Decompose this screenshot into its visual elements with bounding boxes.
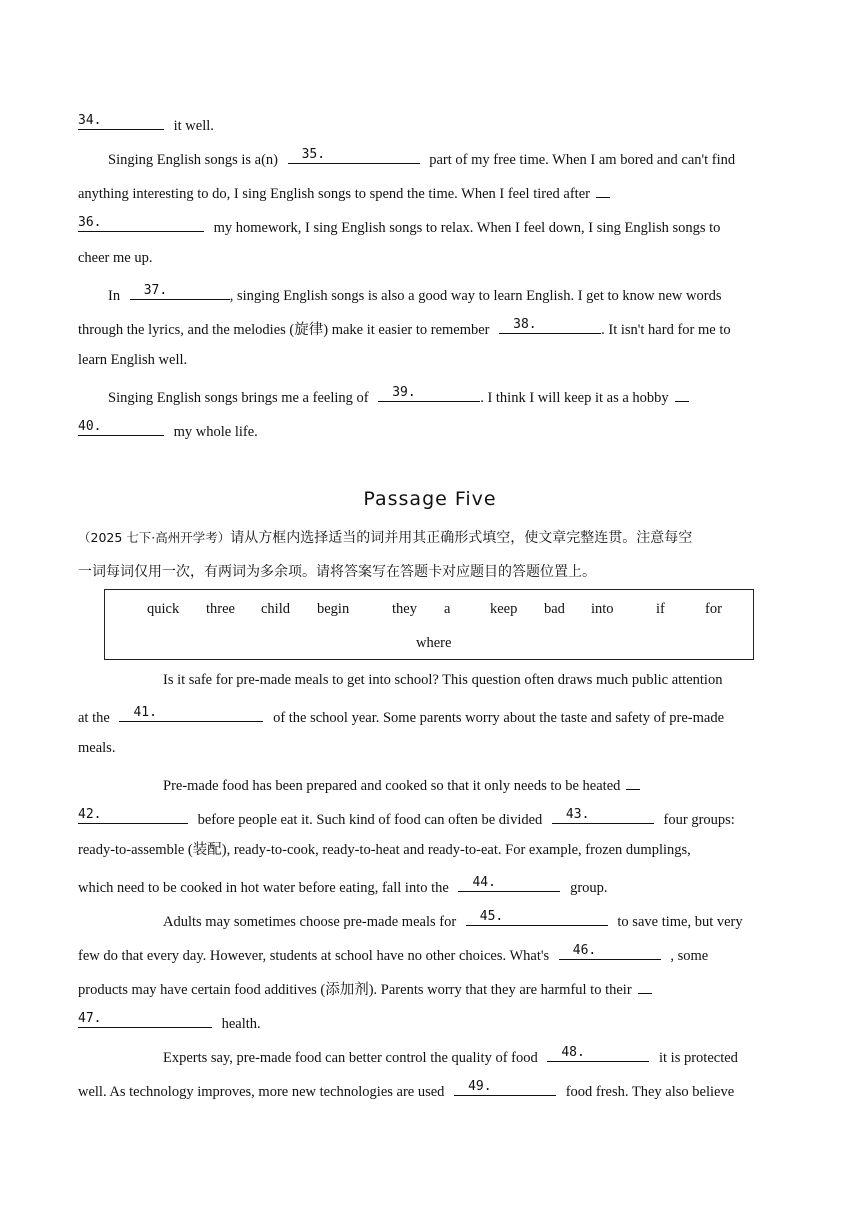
word-bank-item: three xyxy=(206,601,235,617)
instruction-line xyxy=(78,528,790,548)
text-line xyxy=(78,1010,790,1030)
text-line xyxy=(78,1078,790,1098)
text-fragment: it well. xyxy=(173,118,214,134)
text-fragment: it is protected xyxy=(658,1050,738,1066)
text-fragment: meals. xyxy=(78,740,116,756)
blank-number: 47. xyxy=(78,1011,102,1026)
text-fragment: Pre-made food has been prepared and cooked so that it only needs to be heated xyxy=(163,778,621,794)
text-fragment: to save time, but very xyxy=(617,914,743,930)
text-fragment: through the lyrics, and the melodies (旋律) make it easier to remember xyxy=(78,322,490,338)
text-fragment: at the xyxy=(78,710,110,726)
text-line xyxy=(78,248,790,268)
text-fragment: . I think I will keep it as a hobby xyxy=(480,390,669,406)
blank-number: 46. xyxy=(572,943,597,958)
word-bank-item: child xyxy=(261,601,290,617)
word-bank-item: where xyxy=(416,635,452,651)
question-source: （2025 七下·高州开学考） xyxy=(78,530,231,545)
text-line xyxy=(78,976,790,996)
text-fragment: my homework, I sing English songs to relax. When I feel down, I sing English songs to xyxy=(213,220,721,236)
answer-blank-45[interactable] xyxy=(466,908,608,926)
text-line xyxy=(163,1044,860,1064)
blank-number: 48. xyxy=(561,1045,585,1060)
text-fragment: health. xyxy=(221,1016,261,1032)
text-fragment: ready-to-assemble (装配), ready-to-cook, ready-to-heat and ready-to-eat. For example, frozen dumplings, xyxy=(78,842,691,858)
blank-number: 38. xyxy=(513,317,537,332)
instruction-text: 请从方框内选择适当的词并用其正确形式填空，使文章完整连贯。注意每空 xyxy=(230,530,693,546)
text-fragment: part of my free time. When I am bored and can't find xyxy=(429,152,736,168)
word-bank-item: if xyxy=(656,601,665,617)
answer-blank-41[interactable] xyxy=(119,704,263,722)
word-bank-box xyxy=(104,589,754,660)
blank-number: 49. xyxy=(468,1079,492,1094)
word-bank-item: keep xyxy=(490,601,518,617)
text-fragment: Singing English songs brings me a feeling of xyxy=(108,390,369,406)
blank-number: 35. xyxy=(301,147,326,162)
blank-number: 43. xyxy=(565,807,590,822)
text-fragment: my whole life. xyxy=(173,424,258,440)
blank-number: 34. xyxy=(78,113,102,128)
text-line xyxy=(78,704,790,724)
text-fragment: learn English well. xyxy=(78,352,188,368)
instruction-text: 一词每词仅用一次，有两词为多余项。请将答案写在答题卡对应题目的答题位置上。 xyxy=(78,564,596,580)
answer-blank-48[interactable] xyxy=(547,1044,649,1062)
text-fragment: Adults may sometimes choose pre-made meals for xyxy=(163,914,457,930)
text-fragment: Experts say, pre-made food can better control the quality of food xyxy=(163,1050,538,1066)
text-line xyxy=(78,738,790,758)
text-line xyxy=(163,772,860,792)
text-fragment: . It isn't hard for me to xyxy=(601,322,731,338)
text-fragment: of the school year. Some parents worry about the taste and safety of pre-made xyxy=(273,710,725,726)
blank-number: 40. xyxy=(78,419,102,434)
blank-number: 37. xyxy=(143,283,168,298)
passage-title: Passage Five xyxy=(363,488,497,510)
text-line xyxy=(163,908,860,928)
text-line xyxy=(78,350,790,370)
text-line xyxy=(78,806,790,826)
word-bank-item: bad xyxy=(544,601,565,617)
text-line xyxy=(108,146,820,166)
text-line xyxy=(108,384,820,404)
blank-leader xyxy=(638,976,652,994)
answer-blank-43[interactable] xyxy=(552,806,654,824)
blank-leader xyxy=(626,772,640,790)
text-fragment: few do that every day. However, students at school have no other choices. What's xyxy=(78,948,550,964)
answer-blank-36[interactable] xyxy=(78,214,204,232)
blank-leader xyxy=(596,180,610,198)
text-line xyxy=(78,112,790,132)
answer-blank-35[interactable] xyxy=(288,146,420,164)
blank-number: 41. xyxy=(133,705,157,720)
text-fragment: cheer me up. xyxy=(78,250,153,266)
answer-blank-39[interactable] xyxy=(378,384,480,402)
word-bank-item: for xyxy=(705,601,722,617)
blank-number: 44. xyxy=(472,875,496,890)
text-fragment: food fresh. They also believe xyxy=(565,1084,735,1100)
blank-number: 39. xyxy=(392,385,416,400)
answer-blank-46[interactable] xyxy=(559,942,661,960)
answer-blank-49[interactable] xyxy=(454,1078,556,1096)
answer-blank-44[interactable] xyxy=(458,874,560,892)
text-fragment: group. xyxy=(570,880,608,896)
text-line xyxy=(78,840,790,860)
text-fragment: Singing English songs is a(n) xyxy=(108,152,278,168)
text-line xyxy=(78,418,790,438)
text-line xyxy=(78,180,790,200)
text-fragment: In xyxy=(108,288,121,304)
text-fragment: well. As technology improves, more new technologies are used xyxy=(78,1084,445,1100)
text-fragment: before people eat it. Such kind of food can often be divided xyxy=(197,812,543,828)
instruction-line xyxy=(78,562,790,582)
answer-blank-38[interactable] xyxy=(499,316,601,334)
text-line xyxy=(78,942,790,962)
text-fragment: products may have certain food additives (添加剂). Parents worry that they are harmful to their xyxy=(78,982,632,998)
answer-blank-37[interactable] xyxy=(130,282,230,300)
text-line xyxy=(108,282,820,302)
text-line xyxy=(78,874,790,894)
text-fragment: Is it safe for pre-made meals to get into school? This question often draws much public attention xyxy=(163,672,723,688)
text-fragment: four groups: xyxy=(663,812,735,828)
blank-leader xyxy=(675,384,689,402)
blank-number: 42. xyxy=(78,807,102,822)
answer-blank-40[interactable] xyxy=(78,418,164,436)
word-bank-item: quick xyxy=(147,601,180,617)
text-fragment: which need to be cooked in hot water before eating, fall into the xyxy=(78,880,449,896)
text-fragment: anything interesting to do, I sing English songs to spend the time. When I feel tired after xyxy=(78,186,590,202)
text-line xyxy=(78,316,790,336)
word-bank-item: a xyxy=(444,601,451,617)
word-bank-item: begin xyxy=(317,601,350,617)
text-line xyxy=(163,670,860,690)
blank-number: 45. xyxy=(479,909,504,924)
word-bank-item: into xyxy=(591,601,614,617)
text-line xyxy=(78,214,790,234)
blank-number: 36. xyxy=(78,215,102,230)
word-bank-item: they xyxy=(392,601,417,617)
text-fragment: , some xyxy=(670,948,709,964)
answer-blank-42[interactable] xyxy=(78,806,188,824)
text-fragment: , singing English songs is also a good way to learn English. I get to know new words xyxy=(229,288,722,304)
answer-blank-34[interactable] xyxy=(78,112,164,130)
answer-blank-47[interactable] xyxy=(78,1010,212,1028)
